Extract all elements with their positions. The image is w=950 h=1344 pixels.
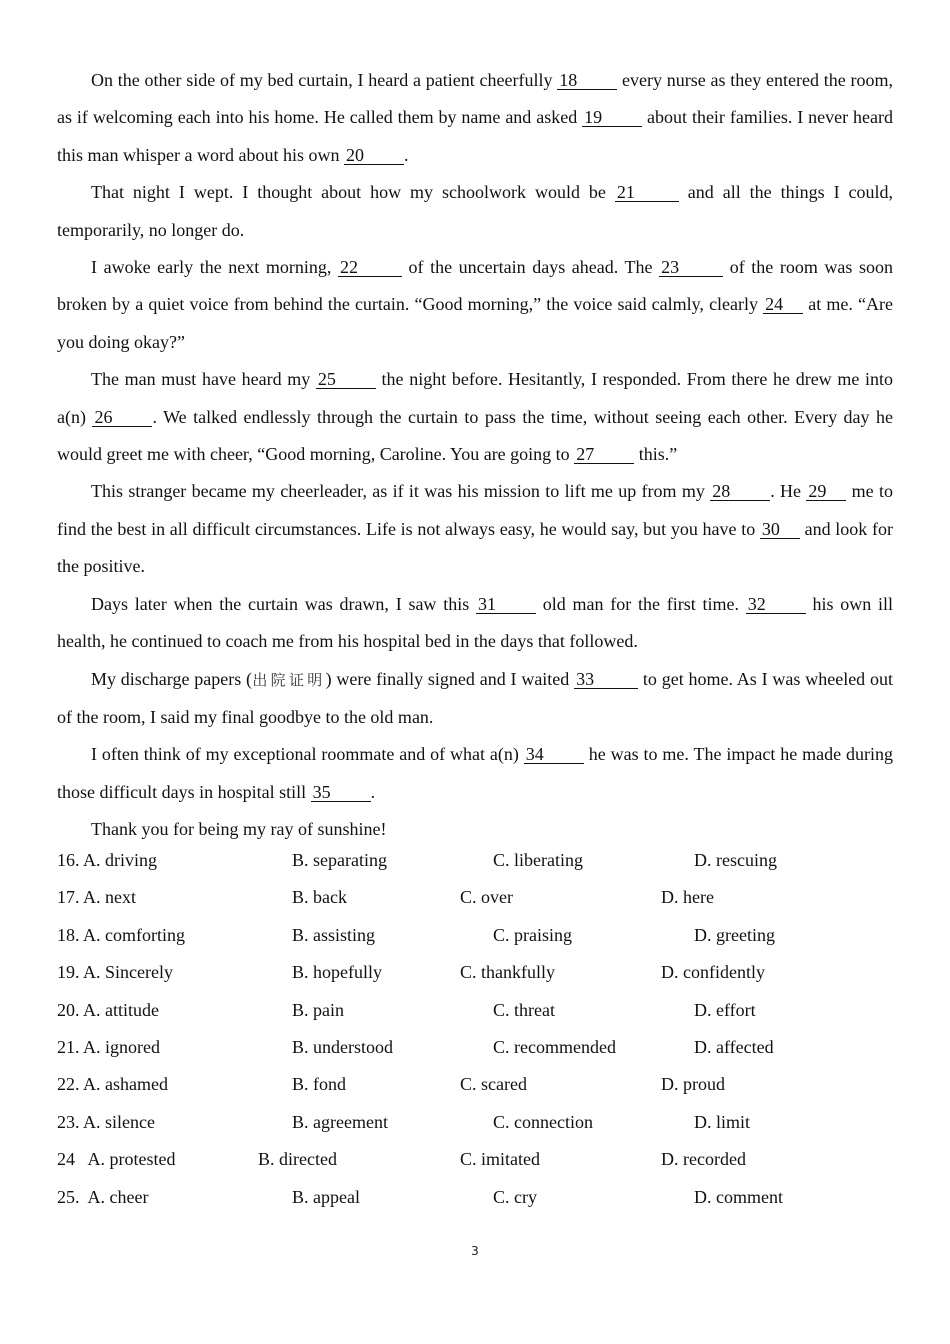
blank-30: 30 [760, 520, 800, 539]
option-a: 16. A. driving [57, 850, 158, 870]
option-d: D. rescuing [694, 850, 777, 870]
passage [57, 62, 893, 849]
paragraph-5 [57, 473, 893, 585]
blank-21: 21 [615, 183, 679, 202]
option-b: B. pain [292, 999, 344, 1020]
text: . [403, 144, 409, 165]
option-d: D. limit [694, 1111, 751, 1132]
text: Thank you for being my ray of sunshine! [91, 819, 387, 840]
blank-25: 25 [316, 370, 376, 389]
text: . We talked endlessly through the curtain to pass the time, without seeing each other. Every day he would greet me with cheer, “Good morning, Caroline. You are going to [57, 406, 893, 465]
option-c: C. over [460, 887, 513, 908]
option-b: B. understood [292, 1036, 393, 1057]
option-b: B. back [292, 887, 347, 908]
option-d: D. effort [694, 999, 756, 1020]
option-a: 20. A. attitude [57, 999, 159, 1020]
text: That night I wept. I thought about how my schoolwork would be [91, 182, 615, 203]
option-row [57, 1141, 893, 1178]
blank-19: 19 [582, 108, 642, 127]
option-b: B. hopefully [292, 962, 382, 983]
text: and look for the positive. [57, 518, 893, 577]
option-row [57, 1066, 893, 1103]
text: me to find the best in all difficult circumstances. Life is not always easy, he would say, but you have to [57, 481, 893, 539]
blank-33: 33 [574, 670, 638, 689]
blank-23: 23 [659, 258, 723, 277]
text: his own ill health, he continued to coach me from his hospital bed in the days that followed. [57, 593, 893, 652]
option-row [57, 1104, 893, 1141]
blank-24: 24 [763, 295, 803, 314]
option-d: D. confidently [661, 962, 765, 983]
option-a: 17. A. next [57, 887, 136, 908]
option-a: 19. A. Sincerely [57, 962, 173, 983]
blank-28: 28 [710, 482, 770, 501]
option-c: C. liberating [493, 850, 583, 870]
text: My discharge papers ( [91, 668, 253, 689]
blank-20: 20 [344, 146, 404, 165]
blank-22: 22 [338, 258, 402, 277]
option-a: 18. A. comforting [57, 924, 185, 945]
paragraph-3 [57, 249, 893, 361]
text: about their families. I never heard this man whisper a word about his own [57, 107, 893, 165]
text: the night before. Hesitantly, I responded. From there he drew me into a(n) [57, 369, 893, 427]
option-d: D. greeting [694, 924, 775, 945]
option-b: B. appeal [292, 1186, 360, 1207]
paragraph-1 [57, 62, 893, 174]
text: and all the things I could, temporarily, no longer do. [57, 182, 894, 240]
text: ) were finally signed and I waited [325, 668, 575, 689]
text: This stranger became my cheerleader, as if it was his mission to lift me up from my [91, 481, 711, 502]
option-b: B. separating [292, 850, 387, 870]
option-a: 23. A. silence [57, 1111, 155, 1132]
blank-32: 32 [746, 595, 806, 614]
chinese-annotation: 出院证明 [252, 670, 326, 689]
text: Days later when the curtain was drawn, I saw this [91, 593, 476, 614]
text: On the other side of my bed curtain, I heard a patient cheerfully [91, 70, 558, 90]
option-b: B. agreement [292, 1111, 388, 1132]
text: . [370, 781, 376, 802]
option-row [57, 992, 893, 1029]
paragraph-6 [57, 586, 893, 661]
option-row [57, 954, 893, 991]
text: . He [770, 481, 807, 502]
option-a: 24 A. protested [57, 1149, 176, 1170]
option-row [57, 879, 893, 916]
blank-27: 27 [574, 445, 634, 464]
option-c: C. cry [493, 1186, 537, 1207]
option-row [57, 1179, 893, 1216]
option-b: B. assisting [292, 924, 376, 945]
text: at me. “Are you doing okay?” [57, 294, 893, 352]
text: old man for the first time. [535, 593, 746, 614]
option-c: C. thankfully [460, 962, 555, 983]
option-d: D. recorded [661, 1149, 746, 1170]
option-c: C. threat [493, 999, 555, 1020]
option-c: C. scared [460, 1074, 527, 1095]
paragraph-7 [57, 661, 893, 737]
option-d: D. comment [694, 1186, 783, 1207]
answer-options [57, 842, 893, 1216]
option-row [57, 1029, 893, 1066]
option-a: 21. A. ignored [57, 1036, 160, 1057]
text: The man must have heard my [91, 369, 316, 390]
blank-29: 29 [806, 482, 846, 501]
option-row [57, 842, 893, 879]
option-d: D. proud [661, 1074, 725, 1095]
option-d: D. affected [694, 1036, 774, 1057]
option-c: C. recommended [493, 1036, 616, 1057]
text: of the room was soon broken by a quiet voice from behind the curtain. “Good morning,” the voice said calmly, clearly [57, 257, 894, 315]
page-number: 3 [471, 1244, 479, 1258]
paragraph-2 [57, 174, 893, 249]
text: he was to me. The impact he made during those difficult days in hospital still [57, 744, 893, 802]
option-a: 22. A. ashamed [57, 1074, 168, 1095]
text: to get home. As I was wheeled out of the room, I said my final goodbye to the old man. [57, 668, 893, 727]
option-c: C. imitated [460, 1149, 540, 1170]
text: of the uncertain days ahead. The [401, 257, 660, 278]
text: I awoke early the next morning, [91, 257, 338, 278]
blank-18: 18 [557, 71, 617, 90]
option-b: B. directed [258, 1149, 337, 1170]
option-c: C. connection [493, 1111, 593, 1132]
option-b: B. fond [292, 1074, 346, 1095]
text: every nurse as they entered the room, as if welcoming each into his home. He called them by name and asked [57, 70, 893, 128]
blank-35: 35 [311, 783, 371, 802]
option-c: C. praising [493, 924, 572, 945]
paragraph-8 [57, 736, 893, 811]
text: this.” [634, 444, 678, 465]
blank-26: 26 [92, 408, 152, 427]
text: I often think of my exceptional roommate and of what a(n) [91, 744, 524, 765]
blank-31: 31 [476, 595, 536, 614]
paragraph-4 [57, 361, 893, 473]
blank-34: 34 [524, 745, 584, 764]
option-a: 25. A. cheer [57, 1186, 149, 1207]
option-d: D. here [661, 887, 714, 908]
option-row [57, 917, 893, 954]
